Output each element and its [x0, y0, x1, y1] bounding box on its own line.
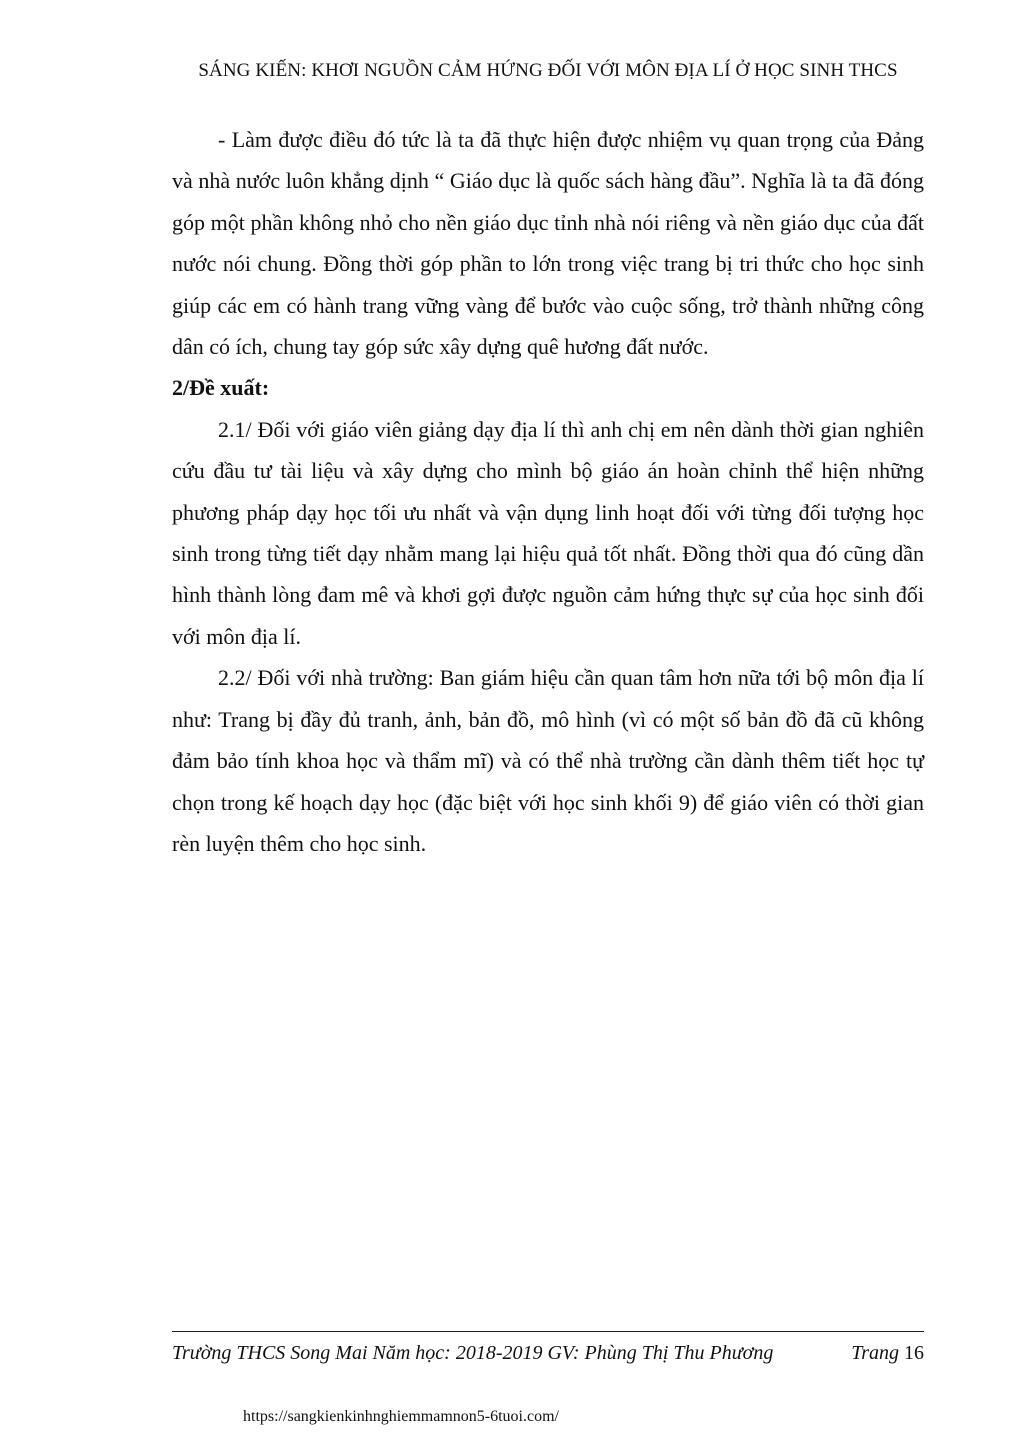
page-header-title: SÁNG KIẾN: KHƠI NGUỒN CẢM HỨNG ĐỐI VỚI MÔN ĐỊA LÍ Ở HỌC SINH THCS: [198, 60, 898, 81]
page-label: Trang: [851, 1342, 899, 1364]
paragraph-3: 2.2/ Đối với nhà trường: Ban giám hiệu cần quan tâm hơn nữa tới bộ môn địa lí như: Trang bị đầy đủ tranh, ảnh, bản đồ, mô hình (vì có một số bản đồ đã cũ không đảm bảo tính khoa học và thẩm mĩ) và có thể nhà trường cần dành thêm tiết học tự chọn trong kế hoạch dạy học (đặc biệt với học sinh khối 9) để giáo viên có thời gian rèn luyện thêm cho học sinh.: [172, 665, 924, 856]
footer-divider: [172, 1331, 924, 1332]
footer-info: Trường THCS Song Mai Năm học: 2018-2019 GV: Phùng Thị Thu Phương: [172, 1342, 774, 1364]
page-footer: [172, 1342, 924, 1365]
paragraph-2: 2.1/ Đối với giáo viên giảng dạy địa lí thì anh chị em nên dành thời gian nghiên cứu đầu tư tài liệu và xây dựng cho mình bộ giáo án hoàn chỉnh thể hiện những phương pháp dạy học tối ưu nhất và vận dụng linh hoạt đối với từng đối tượng học sinh trong từng tiết dạy nhằm mang lại hiệu quả tốt nhất. Đồng thời qua đó cũng dần hình thành lòng đam mê và khơi gợi được nguồn cảm hứng thực sự của học sinh đối với môn địa lí.: [172, 416, 924, 649]
paragraph-1: - Làm được điều đó tức là ta đã thực hiện được nhiệm vụ quan trọng của Đảng và nhà nước luôn khẳng dịnh “ Giáo dục là quốc sách hàng đầu”. Nghĩa là ta đã đóng góp một phần không nhỏ cho nền giáo dục tỉnh nhà nói riêng và nền giáo dục của đất nước nói chung. Đồng thời góp phần to lớn trong việc trang bị tri thức cho học sinh giúp các em có hành trang vững vàng để bước vào cuộc sống, trở thành những công dân có ích, chung tay góp sức xây dựng quê hương đất nước.: [172, 127, 924, 360]
section-heading: 2/Đề xuất:: [172, 375, 270, 401]
document-body: [172, 119, 924, 864]
page-number-group: [851, 1342, 924, 1365]
page-number: 16: [904, 1342, 924, 1364]
source-url-link[interactable]: https://sangkienkinhnghiemmamnon5-6tuoi.com/: [243, 1408, 559, 1425]
